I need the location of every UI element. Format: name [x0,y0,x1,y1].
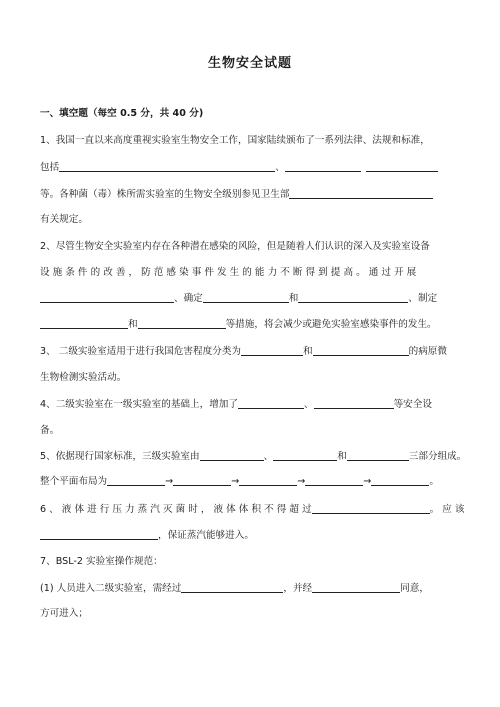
q2-text: 、确定 [174,293,203,304]
arrow-icon: → [165,476,174,487]
q1-line2 [40,161,438,175]
q1-line4: 有关规定。 [40,214,88,225]
q5-text: 和 [337,451,347,462]
answer-blank[interactable] [371,475,429,486]
q2-text: 和 [128,319,138,330]
answer-blank[interactable] [40,318,128,329]
arrow-icon: → [231,476,240,487]
answer-blank[interactable] [181,582,283,593]
q2-line1: 2、尽管生物安全实验室内存在各种潜在感染的风险，但是随着人们认识的深入及实验室设备 [40,241,430,252]
q5-text: 5、依据现行国家标准，三级实验室由 [40,451,200,462]
answer-blank[interactable] [138,318,226,329]
q2-text: 、制定 [408,293,438,304]
q4-line1 [40,398,432,412]
q7-text: (1) 人员进入二级实验室，需经过 [40,583,182,594]
q7-line3: 方可进入； [40,608,88,619]
q1-separator: 、 [275,162,285,173]
q5-text: 整个平面布局为 [40,476,108,487]
arrow-icon: → [297,476,306,487]
answer-blank[interactable] [239,475,297,486]
q5-text: 、 [263,451,274,462]
answer-blank[interactable] [312,582,400,593]
answer-blank[interactable] [305,475,363,486]
q5-line2 [40,475,439,489]
answer-blank[interactable] [107,475,165,486]
section-heading-fill-in: 一、填空题（每空 0.5 分，共 40 分) [40,108,204,119]
q3-text: 的病原微 [408,346,447,357]
q5-end: 。 [429,476,439,487]
q4-text: 4、二级实验室在一级实验室的基础上，增加了 [40,399,238,410]
answer-blank[interactable] [173,475,231,486]
q6-text: ，保证蒸汽能够进入。 [158,530,254,541]
arrow-icon: → [363,476,372,487]
answer-blank[interactable] [40,529,158,540]
answer-blank[interactable] [314,398,394,409]
answer-blank[interactable] [298,292,408,303]
q4-line2: 备。 [40,425,60,436]
q1-line3 [40,188,433,202]
answer-blank[interactable] [200,450,264,461]
q2-line3 [40,292,437,306]
q7-line2 [40,582,429,596]
q1-line1: 1、我国一直以来高度重视实验室生物安全工作，国家陆续颁布了一系列法律、法规和标准， [40,135,430,146]
q4-text: 、 [303,399,314,410]
answer-blank[interactable] [366,161,438,172]
q2-line2: 设 施 条 件 的 改 善 ， 防 范 感 染 事 件 发 生 的 能 力 不 断 得 到 提 高 。 通 过 开 展 [40,267,417,278]
answer-blank[interactable] [312,503,430,514]
q1-text: 等。各种菌（毒）株所需实验室的生物安全级别参见卫生部 [40,189,290,200]
q6-line1 [40,503,465,517]
q2-line4 [40,318,437,332]
q2-text: 等措施，将会减少或避免实验室感染事件的发生。 [225,319,437,330]
answer-blank[interactable] [238,398,304,409]
q5-text: 三部分组成。 [408,451,467,462]
answer-blank[interactable] [347,450,409,461]
q3-line2: 生物检测实验活动。 [40,372,127,383]
q6-text: 6 、 液 体 进 行 压 力 蒸 汽 灭 菌 时 ， 液 体 体 积 不 得 超 过 [40,504,312,515]
answer-blank[interactable] [313,345,409,356]
q6-line2 [40,529,254,543]
answer-blank[interactable] [40,292,174,303]
q1-text: 包括 [40,162,60,173]
answer-blank[interactable] [289,188,433,199]
q3-line1 [40,345,447,359]
answer-blank[interactable] [285,161,361,172]
page-title: 生物安全试题 [207,56,292,71]
q7-text: 同意， [400,583,429,594]
answer-blank[interactable] [203,292,289,303]
answer-blank[interactable] [241,345,303,356]
q7-line1: 7、BSL-2 实验室操作规范： [40,556,163,567]
q3-text: 和 [303,346,313,357]
answer-blank[interactable] [273,450,337,461]
q6-text: 。 应 该 [429,504,465,515]
q3-text: 3、 二级实验室适用于进行我国危害程度分类为 [40,346,242,357]
q5-line1 [40,450,466,464]
answer-blank[interactable] [59,161,275,172]
q4-text: 等安全设 [393,399,432,410]
q7-text: ，并经 [283,583,313,594]
q2-text: 和 [288,293,299,304]
